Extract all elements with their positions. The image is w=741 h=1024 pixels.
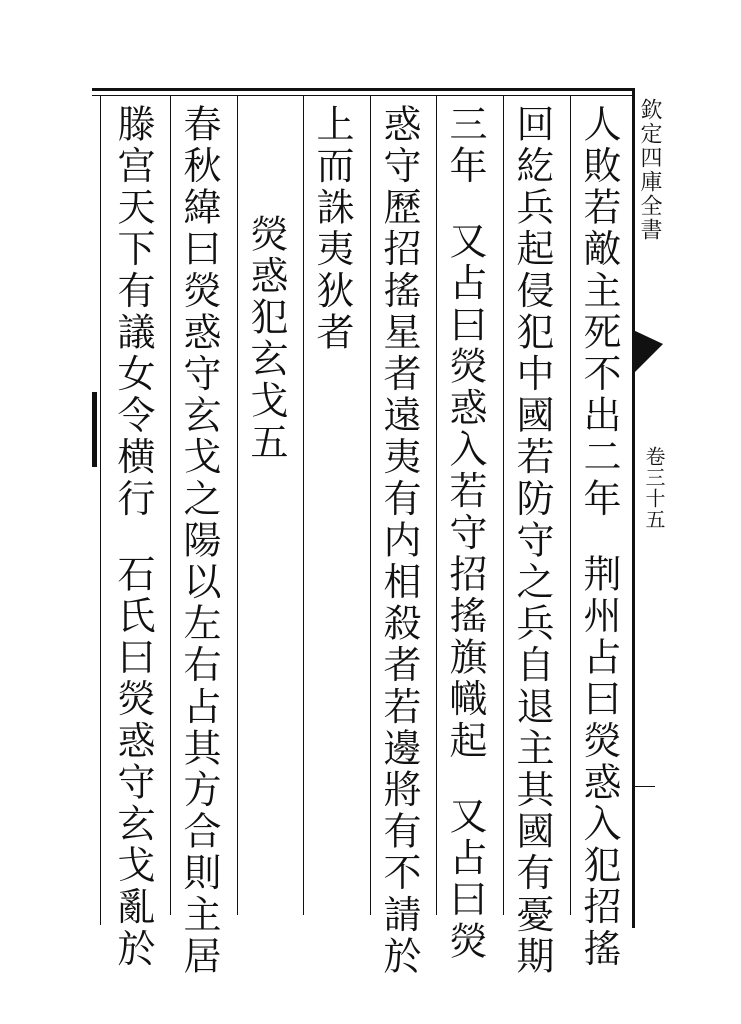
column-divider [436,95,437,915]
text-segment: 荆州占曰熒惑入犯招搖 [577,554,621,970]
text-segment: 三年 [443,104,487,188]
text-segment: 又占曰熒 [443,796,487,963]
column-divider [503,95,504,915]
text-segment: 又占曰熒惑入若守招搖旗幟起 [443,221,487,763]
text-segment: 滕宫天下有議女令横行 [111,104,155,520]
section-heading-column [244,214,288,464]
text-column [377,104,421,978]
text-segment: 回紇兵起侵犯中國若防守之兵自退主其國有憂期 [510,104,554,978]
margin-tick [635,786,655,787]
text-column [310,104,354,354]
text-column [577,104,621,970]
column-divider [570,95,571,915]
fish-tail-ornament [633,330,663,374]
top-border-inner [92,95,632,96]
column-divider [237,95,238,915]
text-segment: 人敗若敵主死不出二年 [577,104,621,520]
margin-book-title: 欽定四庫全書 [637,98,662,242]
text-column [177,104,221,978]
left-frame-line-thin [100,95,101,925]
column-divider [303,95,304,915]
left-frame-line [92,392,97,467]
text-segment: 上而誅夷狄者 [310,104,354,354]
column-divider [170,95,171,915]
section-heading: 熒惑犯玄戈五 [244,214,288,464]
margin-volume: 卷三十五 [642,446,666,530]
text-segment: 惑守歷招搖星者遠夷有内相殺者若邊將有不請於 [377,104,421,978]
right-frame-line [632,88,635,928]
text-column [443,104,487,963]
text-segment: 春秋緯曰熒惑守玄戈之陽以左右占其方合則主居 [177,104,221,978]
text-column [111,104,155,970]
column-divider [370,95,371,915]
top-border [92,88,632,91]
text-column [510,104,554,978]
text-segment: 石氏曰熒惑守玄戈亂於 [111,554,155,970]
